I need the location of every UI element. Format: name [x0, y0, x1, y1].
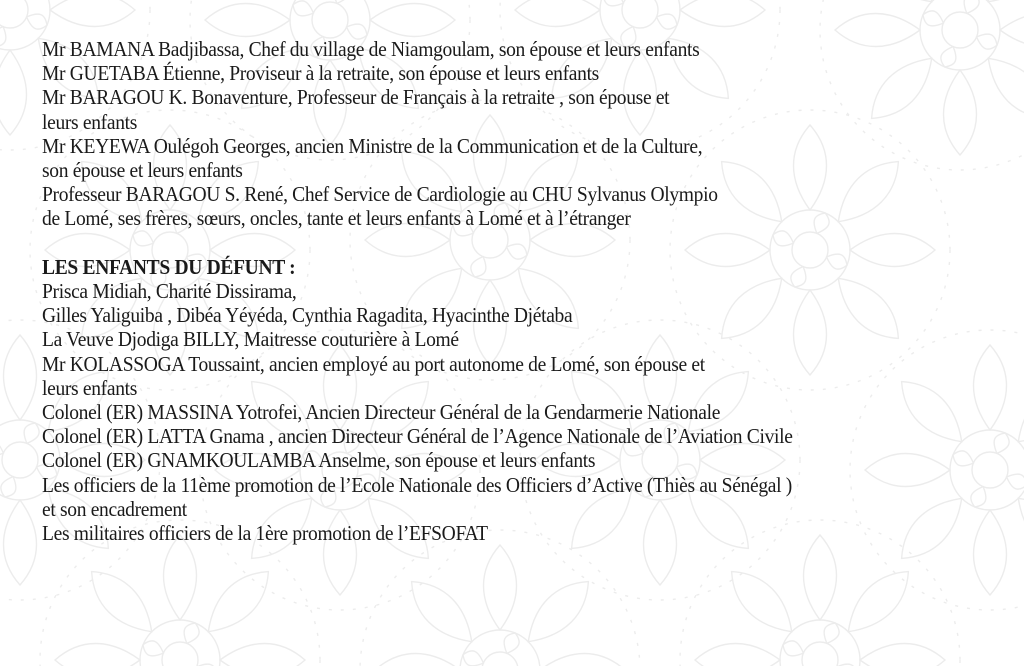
- text-line: Prisca Midiah, Charité Dissirama,: [42, 279, 297, 304]
- text-line: Les officiers de la 11ème promotion de l’Ecole Nationale des Officiers d’Active (Thiès au Sénégal ): [42, 472, 792, 497]
- section-spacer: [42, 231, 935, 255]
- text-line: leurs enfants: [42, 109, 138, 134]
- text-line: Les militaires officiers de la 1ère promotion de l’EFSOFAT: [42, 521, 488, 546]
- section-heading: LES ENFANTS DU DÉFUNT :: [42, 254, 296, 279]
- text-line: Colonel (ER) LATTA Gnama , ancien Directeur Général de l’Agence Nationale de l’Aviation Civile: [42, 424, 793, 449]
- text-line: son épouse et leurs enfants: [42, 158, 243, 183]
- text-line: Mr KOLASSOGA Toussaint, ancien employé au port autonome de Lomé, son épouse et: [42, 351, 705, 376]
- text-line: La Veuve Djodiga BILLY, Maitresse couturière à Lomé: [42, 327, 459, 352]
- text-line: Mr KEYEWA Oulégoh Georges, ancien Ministre de la Communication et de la Culture,: [42, 133, 703, 158]
- announcement-text-block: [42, 37, 935, 545]
- text-line: Colonel (ER) MASSINA Yotrofei, Ancien Directeur Général de la Gendarmerie Nationale: [42, 400, 721, 425]
- text-line: Gilles Yaliguiba , Dibéa Yéyéda, Cynthia Ragadita, Hyacinthe Djétaba: [42, 303, 573, 328]
- text-line: Mr BAMANA Badjibassa, Chef du village de Niamgoulam, son épouse et leurs enfants: [42, 37, 700, 61]
- text-line: Professeur BARAGOU S. René, Chef Service de Cardiologie au CHU Sylvanus Olympio: [42, 182, 718, 207]
- text-line: leurs enfants: [42, 375, 138, 400]
- text-line: Mr GUETABA Étienne, Proviseur à la retraite, son épouse et leurs enfants: [42, 61, 599, 86]
- text-line: et son encadrement: [42, 496, 187, 521]
- text-line: de Lomé, ses frères, sœurs, oncles, tante et leurs enfants à Lomé et à l’étranger: [42, 206, 631, 231]
- text-line: Colonel (ER) GNAMKOULAMBA Anselme, son épouse et leurs enfants: [42, 448, 596, 473]
- text-line: Mr BARAGOU K. Bonaventure, Professeur de Français à la retraite , son épouse et: [42, 85, 670, 110]
